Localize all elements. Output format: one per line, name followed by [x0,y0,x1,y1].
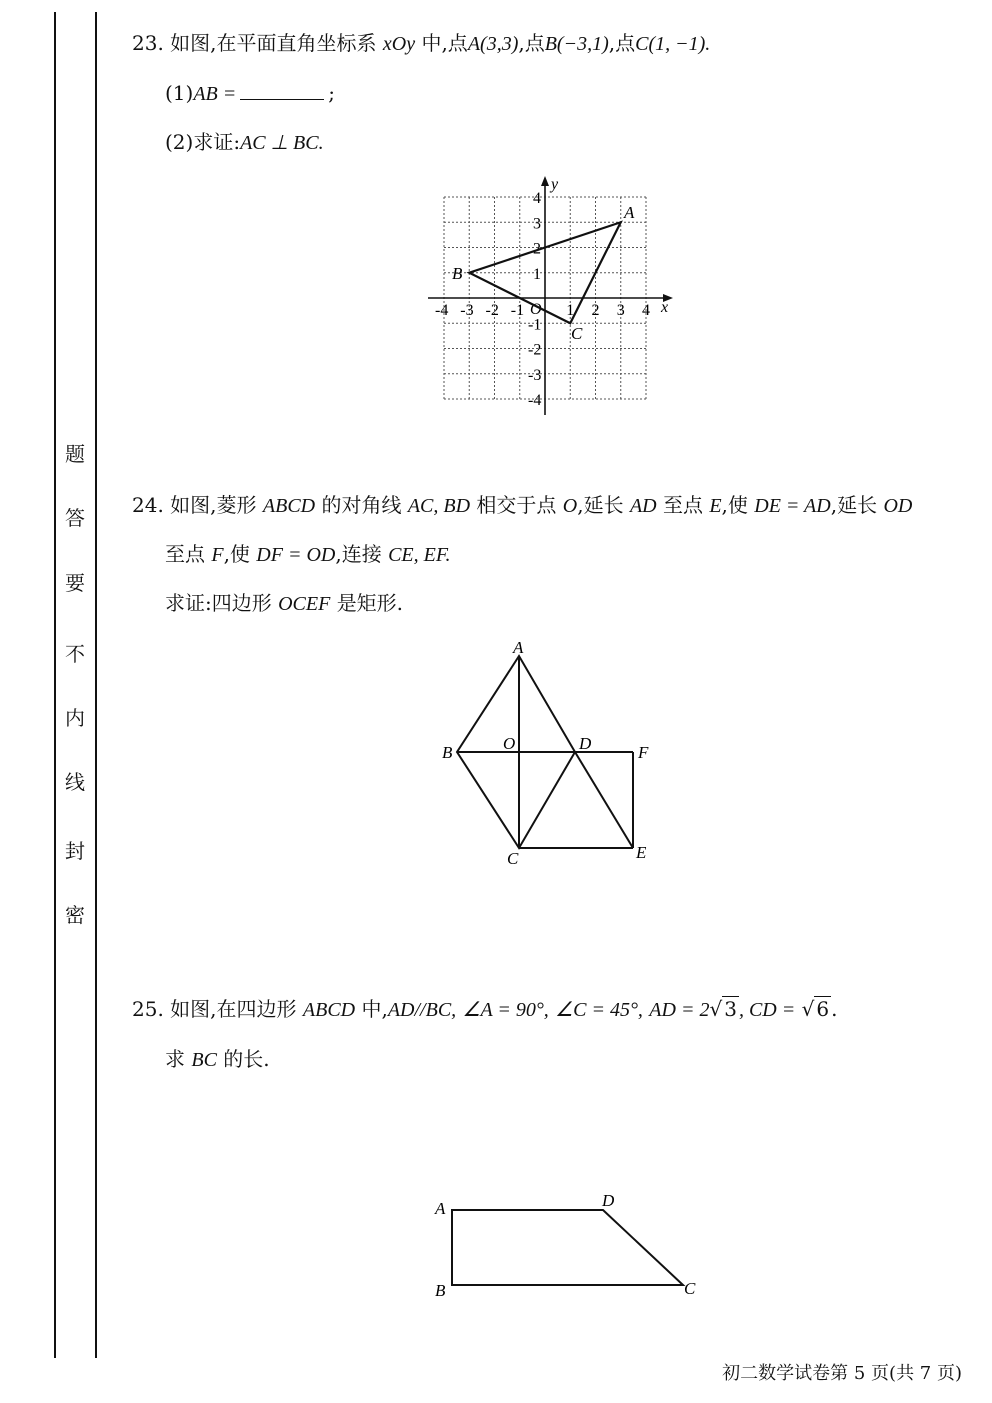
q23-y-tick-labels [528,190,541,409]
q24-text: 至点 [662,493,703,517]
q23-number: 23. [132,31,164,55]
x-tick-label: 2 [591,302,600,319]
q25-number: 25. [132,997,164,1021]
q25-quad: ABCD [302,999,356,1021]
q24-text: ,使 [223,542,250,566]
q24-label-c: C [507,849,519,868]
x-tick-label: -3 [460,302,474,319]
q23-point-b: B(−3,1) [544,33,609,55]
q25-line1 [132,996,837,1023]
q24-quad: OCEF [278,593,331,615]
q24-text: ,连接 [335,542,382,566]
q24-seg-od: OD [883,495,913,517]
q23-part1-end: ; [328,81,336,105]
q25-text: 中, [361,997,388,1021]
q23-label-b: B [452,264,463,283]
x-tick-label: -4 [435,302,449,319]
q25-label-c: C [684,1279,696,1298]
q24-label-d: D [579,734,592,753]
q23-text: 中,点 [421,31,468,55]
q24-text: 相交于点 [476,493,557,517]
seal-char: 封 [65,839,85,863]
q25-angle-a: ∠A = 90°, [462,999,549,1021]
q23-coordinate-figure [425,172,675,417]
q24-seg-ad: AD [629,495,657,517]
seal-char: 要 [65,571,85,595]
page-footer: 初二数学试卷第 5 页(共 7 页) [722,1363,962,1384]
seal-char: 题 [65,442,85,466]
q25-end: . [831,997,838,1021]
q25-line2 [165,1046,270,1073]
q25-parallel: AD//BC, [387,999,457,1021]
y-tick-label: 4 [533,190,541,207]
q25-ad-radicand: 3 [724,997,737,1021]
q24-label-o: O [503,734,516,753]
q23-text: ,点 [518,31,545,55]
q25-cd-value: , CD = [738,999,796,1021]
q23-part1-expr: AB = [193,83,237,105]
q25-text: 求 [165,1047,185,1071]
q25-label-a: A [435,1199,446,1218]
q24-line-de [575,752,633,848]
q25-trapezoid-figure [425,1185,705,1305]
y-tick-label: -2 [528,341,542,359]
margin-line-outer [54,12,56,1358]
x-tick-label: 4 [642,302,650,319]
sqrt-symbol: √ [801,997,815,1021]
q24-line2 [165,541,450,568]
q23-part2-expr: AC ⊥ BC. [240,132,324,154]
q24-number: 24. [132,493,164,517]
seal-char: 密 [65,903,85,927]
seal-char: 不 [65,642,85,666]
q23-coord-sys: xOy [382,33,416,55]
q24-line1 [132,492,912,519]
answer-blank[interactable] [240,81,324,100]
y-tick-label: 2 [533,240,541,258]
q25-text: 的长. [223,1047,270,1071]
q25-seg-bc: BC [191,1049,217,1071]
x-tick-label: -2 [485,302,499,319]
q25-ad-value: AD = 2 [649,999,710,1021]
y-tick-label: 1 [533,265,541,283]
q23-text: ,点 [608,31,636,55]
q24-text: 的对角线 [321,493,402,517]
q23-origin-label: O [530,301,542,318]
q23-point-c: C(1, −1). [635,33,711,55]
q24-label-a: A [513,638,524,657]
q24-point-f: F [211,544,224,566]
q24-diagonals: AC, BD [407,495,471,517]
q24-text: 至点 [165,542,205,566]
q23-part1-label: (1) [165,81,194,105]
q23-part1 [165,80,335,107]
seal-char: 答 [65,506,85,530]
q23-point-a: A(3,3) [467,33,519,55]
q24-rhombus: ABCD [262,495,316,517]
q24-connections: CE, EF. [388,544,451,566]
q25-cd-radicand: 6 [816,997,830,1021]
q24-label-b: B [442,743,453,762]
q25-label-d: D [602,1191,615,1210]
q24-text: 如图,菱形 [170,493,257,517]
q24-text: ,延长 [577,493,624,517]
q23-part2-label: (2)求证: [165,130,241,154]
q23-y-axis-label: y [551,176,559,193]
y-tick-label: -1 [528,316,542,334]
q25-trapezoid-shape [452,1210,683,1285]
y-tick-label: -3 [528,366,542,384]
seal-char: 线 [65,770,85,794]
q24-eq2: DF = OD [256,544,336,566]
q24-label-f: F [638,743,649,762]
q24-point-e: E [709,495,722,517]
q23-y-axis-arrow [541,176,549,186]
y-tick-label: 3 [533,215,541,233]
q24-text: ,延长 [830,493,878,517]
q25-text: 如图,在四边形 [170,997,297,1021]
seal-char: 内 [65,706,85,730]
q24-text: 求证:四边形 [165,591,272,615]
q24-eq1: DE = AD [754,495,831,517]
q23-stem [132,30,710,57]
q25-label-b: B [435,1281,446,1300]
q24-text: ,使 [721,493,748,517]
q23-text: 如图,在平面直角坐标系 [170,31,377,55]
q23-part2 [165,129,324,156]
q24-label-e: E [636,843,647,862]
q24-point-o: O [562,495,578,517]
q24-line3 [165,590,403,617]
q23-label-a: A [624,203,635,222]
x-tick-label: 1 [566,302,575,319]
q23-label-c: C [571,324,583,343]
x-tick-label: -1 [510,302,525,319]
y-tick-label: -4 [528,392,542,409]
margin-line-inner [95,12,97,1358]
sqrt-symbol: √ [709,997,723,1021]
q23-x-axis-label: x [661,299,669,316]
q24-rhombus-figure [440,635,665,870]
q25-angle-c: ∠C = 45°, [555,999,643,1021]
x-tick-label: 3 [616,302,625,319]
q24-text: 是矩形. [336,591,404,615]
